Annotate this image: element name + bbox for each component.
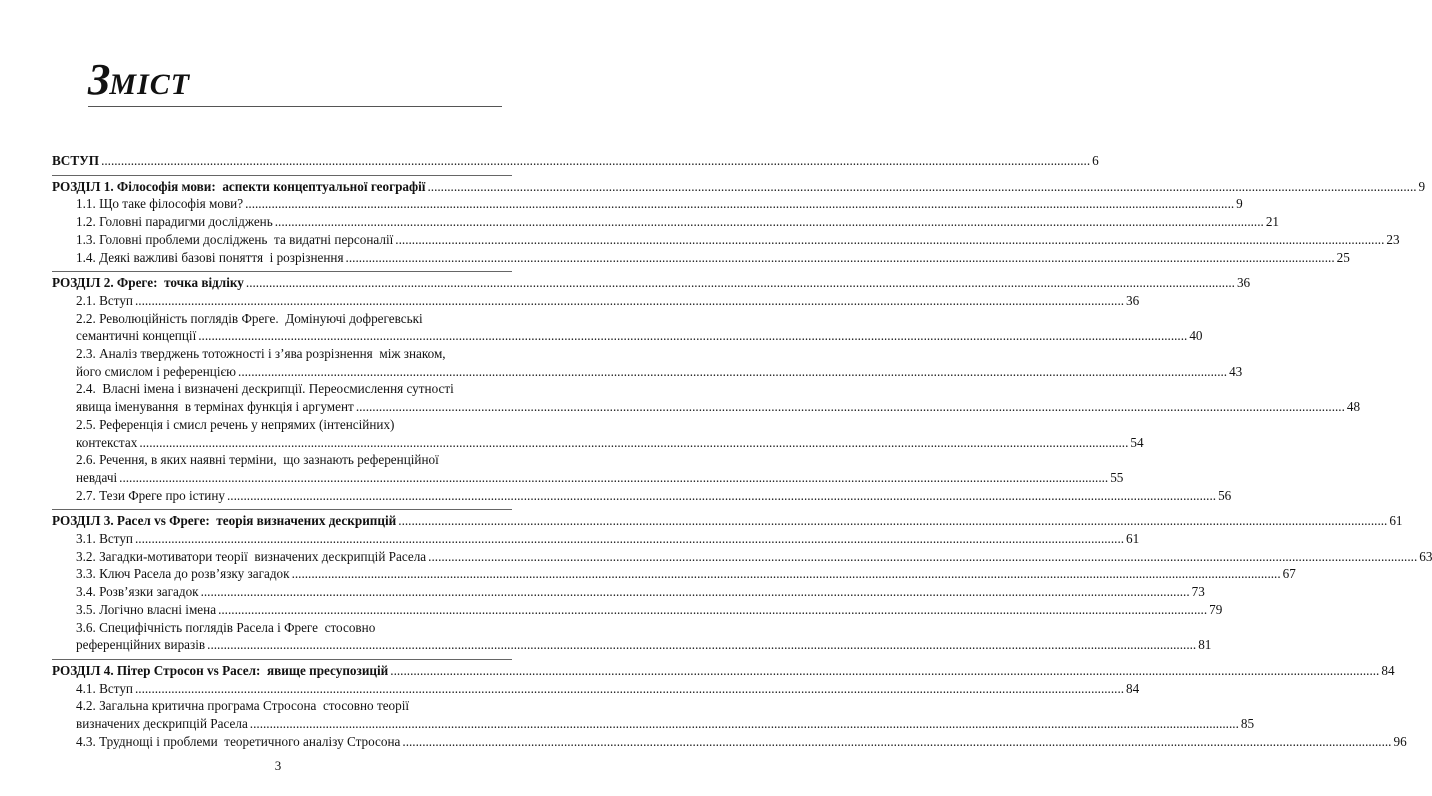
toc-entry-text: 4.2. Загальна критична програма Стросона стосовно теорії	[76, 698, 410, 714]
dot-leader: ............................................................................................................................................................................................................................................................................................................	[198, 328, 1188, 344]
dot-leader: ............................................................................................................................................................................................................................................................................................................	[291, 566, 1281, 582]
toc-section[interactable]	[52, 345, 1243, 380]
toc-page-number: 54	[1130, 434, 1144, 450]
toc-section[interactable]	[52, 213, 1279, 231]
toc-section[interactable]	[52, 487, 1232, 505]
toc-page-number: 61	[1389, 513, 1403, 529]
toc-page-number: 56	[1218, 487, 1232, 503]
toc-section[interactable]	[52, 530, 1140, 548]
toc-page-number: 43	[1229, 363, 1243, 379]
toc-page-number: 9	[1236, 196, 1243, 212]
toc-entry-text: його смислом і референцією	[76, 363, 237, 379]
toc-entry-text: контекстах	[76, 434, 138, 450]
toc-entry-text: 3.4. Розв’язки загадок	[76, 584, 199, 600]
toc-entry-text: явища іменування в термінах функція і аргумент	[76, 399, 354, 415]
toc-entry-text: визначених дескрипцій Расела	[76, 716, 248, 732]
toc-entry-text: ВСТУП	[52, 153, 100, 168]
dot-leader: ............................................................................................................................................................................................................................................................................................................	[101, 153, 1091, 168]
dot-leader: ............................................................................................................................................................................................................................................................................................................	[134, 292, 1125, 308]
dot-leader: ............................................................................................................................................................................................................................................................................................................	[134, 680, 1125, 696]
toc-page-number: 23	[1386, 231, 1400, 247]
dot-leader: ............................................................................................................................................................................................................................................................................................................	[427, 178, 1417, 194]
toc-section[interactable]	[52, 583, 1205, 601]
toc-page-number: 40	[1189, 328, 1203, 344]
dot-leader: ............................................................................................................................................................................................................................................................................................................	[218, 601, 1208, 617]
toc-entry-text: 1.2. Головні парадигми досліджень	[76, 214, 273, 230]
toc-page-number: 84	[1381, 662, 1395, 678]
toc-entry-text: 2.4. Власні імена і визначені дескрипції. Переосмислення сутності	[76, 381, 454, 397]
dot-leader: ............................................................................................................................................................................................................................................................................................................	[227, 487, 1217, 503]
dot-leader: ............................................................................................................................................................................................................................................................................................................	[245, 196, 1235, 212]
toc-entry-text: РОЗДІЛ 3. Расел vs Фреге: теорія визначених дескрипцій	[52, 513, 397, 529]
toc-entry-text: 3.2. Загадки-мотиватори теорії визначених дескрипцій Расела	[76, 548, 427, 564]
toc-entry-text: 2.3. Аналіз тверджень тотожності і з’ява розрізнення між знаком,	[76, 346, 446, 362]
dot-leader: ............................................................................................................................................................................................................................................................................................................	[139, 434, 1129, 450]
toc-entry-text: 1.4. Деякі важливі базові поняття і розрізнення	[76, 249, 344, 265]
toc-entry-text: 3.1. Вступ	[76, 531, 133, 547]
toc-chapter[interactable]	[52, 659, 1395, 680]
toc-section[interactable]	[52, 195, 1243, 213]
toc-chapter[interactable]	[52, 509, 1403, 530]
dot-leader: ............................................................................................................................................................................................................................................................................................................	[355, 399, 1345, 415]
toc-page-number: 67	[1282, 566, 1296, 582]
toc-entry-text: 3.6. Специфічність поглядів Расела і Фреге стосовно	[76, 619, 376, 635]
dot-leader: ............................................................................................................................................................................................................................................................................................................	[119, 469, 1109, 485]
dot-leader: ............................................................................................................................................................................................................................................................................................................	[345, 249, 1335, 265]
page-title-initial: З	[88, 55, 110, 104]
toc-page-number: 96	[1393, 733, 1407, 749]
toc-section[interactable]	[52, 565, 1296, 583]
toc-page-number: 48	[1346, 399, 1361, 415]
toc-entry-text: 2.5. Референція і смисл речень у непрямих (інтенсійних)	[76, 416, 395, 432]
toc-page-number: 73	[1191, 584, 1205, 600]
toc-entry-text: 1.3. Головні проблеми досліджень та видатні персоналії	[76, 231, 394, 247]
toc-entry-text: 2.7. Тези Фреге про істину	[76, 487, 225, 503]
toc-chapter[interactable]	[52, 152, 1099, 170]
toc-entry-text: невдачі	[76, 469, 118, 485]
toc-entry-text: РОЗДІЛ 2. Фреге: точка відліку	[52, 275, 244, 291]
toc-section[interactable]	[52, 310, 1203, 345]
toc-section[interactable]	[52, 601, 1223, 619]
toc-page-number: 85	[1240, 716, 1255, 732]
toc-entry-text: РОЗДІЛ 4. Пітер Стросон vs Расел: явище пресупозицій	[52, 662, 389, 678]
toc-entry-text: семантичні концепції	[76, 328, 197, 344]
toc-entry-text: 2.2. Революційність поглядів Фреге. Домінуючі дофрегевські	[76, 310, 423, 326]
page-title	[88, 55, 191, 104]
toc-page-number: 9	[1418, 178, 1426, 194]
table-of-contents	[52, 152, 1432, 751]
toc-section[interactable]	[52, 416, 1144, 451]
page-number: 3	[274, 758, 282, 773]
dot-leader: ............................................................................................................................................................................................................................................................................................................	[274, 214, 1264, 230]
toc-entry-text: 4.3. Труднощі і проблеми теоретичного аналізу Стросона	[76, 733, 401, 749]
dot-leader: ............................................................................................................................................................................................................................................................................................................	[134, 531, 1125, 547]
toc-page-number: 21	[1265, 214, 1279, 230]
title-divider	[88, 106, 502, 107]
dot-leader: ............................................................................................................................................................................................................................................................................................................	[395, 231, 1385, 247]
toc-entry-text: РОЗДІЛ 1. Філософія мови: аспекти концептуальної географії	[52, 178, 426, 194]
toc-page-number: 81	[1198, 637, 1212, 653]
dot-leader: ............................................................................................................................................................................................................................................................................................................	[207, 637, 1197, 653]
toc-page-number: 79	[1209, 601, 1223, 617]
dot-leader: ............................................................................................................................................................................................................................................................................................................	[428, 548, 1418, 564]
toc-page-number: 63	[1419, 548, 1432, 564]
dot-leader: ............................................................................................................................................................................................................................................................................................................	[398, 513, 1388, 529]
toc-page-number: 6	[1092, 153, 1099, 168]
toc-section[interactable]	[52, 451, 1124, 486]
toc-entry-text: 3.5. Логічно власні імена	[76, 601, 217, 617]
toc-section[interactable]	[52, 733, 1407, 751]
dot-leader: ............................................................................................................................................................................................................................................................................................................	[200, 584, 1190, 600]
dot-leader: ............................................................................................................................................................................................................................................................................................................	[402, 733, 1392, 749]
toc-page-number: 55	[1110, 469, 1124, 485]
toc-section[interactable]	[52, 292, 1140, 310]
toc-section[interactable]	[52, 249, 1350, 267]
toc-chapter[interactable]	[52, 175, 1426, 196]
toc-chapter[interactable]	[52, 271, 1251, 292]
dot-leader: ............................................................................................................................................................................................................................................................................................................	[249, 716, 1239, 732]
toc-section[interactable]	[52, 548, 1432, 566]
toc-entry-text: 4.1. Вступ	[76, 680, 133, 696]
toc-entry-text: 2.1. Вступ	[76, 292, 133, 308]
toc-entry-text: референційних виразів	[76, 637, 206, 653]
toc-page-number: 61	[1126, 531, 1140, 547]
toc-page-number: 36	[1236, 275, 1251, 291]
dot-leader: ............................................................................................................................................................................................................................................................................................................	[390, 662, 1380, 678]
page-title-rest: МІСТ	[109, 68, 191, 101]
toc-section[interactable]	[52, 619, 1212, 654]
toc-section[interactable]	[52, 231, 1400, 249]
toc-entry-text: 2.6. Речення, в яких наявні терміни, що зазнають референційної	[76, 452, 439, 468]
dot-leader: ............................................................................................................................................................................................................................................................................................................	[245, 275, 1235, 291]
toc-section[interactable]	[52, 380, 1361, 415]
toc-page-number: 25	[1336, 249, 1350, 265]
toc-section[interactable]	[52, 697, 1255, 732]
toc-section[interactable]	[52, 680, 1140, 698]
toc-entry-text: 1.1. Що таке філософія мови?	[76, 196, 244, 212]
toc-page-number: 36	[1126, 292, 1140, 308]
toc-page-number: 84	[1126, 680, 1140, 696]
dot-leader: ............................................................................................................................................................................................................................................................................................................	[238, 363, 1228, 379]
toc-entry-text: 3.3. Ключ Расела до розв’язку загадок	[76, 566, 290, 582]
